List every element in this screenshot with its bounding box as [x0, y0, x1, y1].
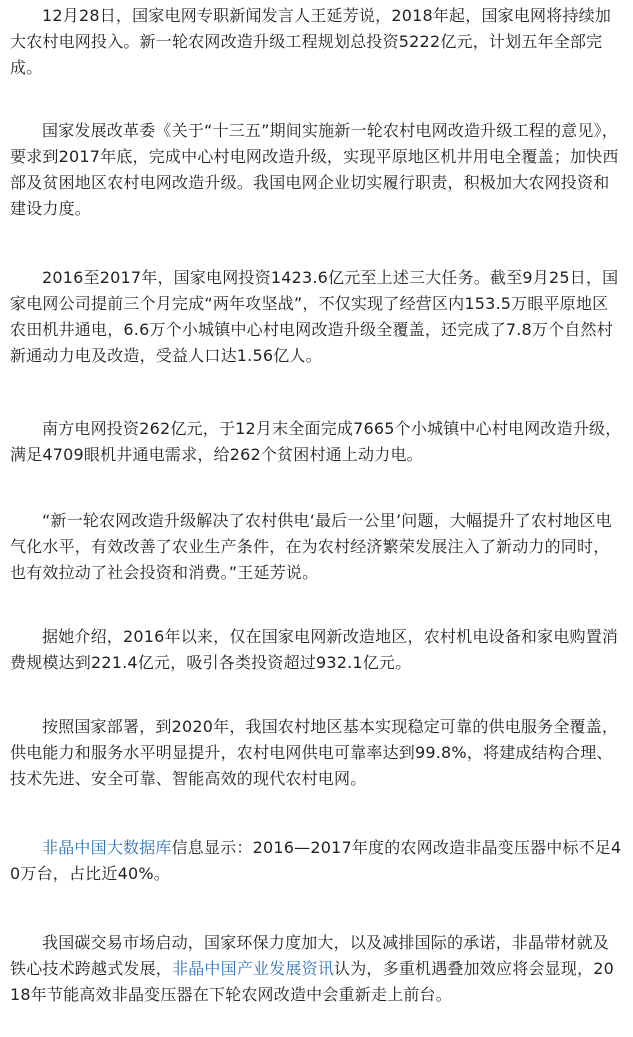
- paragraph-9-text-b: 认为，多重机遇叠加效应将会显现，2018年节能高效非晶变压器在下轮农网改造中会重新走上前台。: [10, 959, 614, 1004]
- paragraph-9-text-a: 我国碳交易市场启动，国家环保力度加大，以及减排国际的承诺，非晶带材就及铁心技术跨越式发展，: [10, 933, 610, 978]
- paragraph-8: [10, 835, 623, 887]
- paragraph-5: “新一轮农网改造升级解决了农村供电‘最后一公里’问题，大幅提升了农村地区电气化水平，有效改善了农业生产条件，在为农村经济繁荣发展注入了新动力的同时，也有效拉动了社会投资和消费。”王延芳说。: [10, 511, 612, 582]
- amorphous-china-industry-news-link[interactable]: 非晶中国产业发展资讯: [172, 959, 335, 978]
- paragraph-8-text: 信息显示：2016—2017年度的农网改造非晶变压器中标不足40万台，占比近40%。: [10, 838, 622, 883]
- paragraph-7: 按照国家部署，到2020年，我国农村地区基本实现稳定可靠的供电服务全覆盖，供电能力和服务水平明显提升，农村电网供电可靠率达到99.8%，将建成结构合理、技术先进、安全可靠、智能高效的现代农村电网。: [10, 717, 619, 788]
- amorphous-china-database-link[interactable]: 非晶中国大数据库: [42, 838, 172, 857]
- paragraph-6: 据她介绍，2016年以来，仅在国家电网新改造地区，农村机电设备和家电购置消费规模达到221.4亿元，吸引各类投资超过932.1亿元。: [10, 627, 619, 672]
- paragraph-1: 12月28日，国家电网专职新闻发言人王延芳说，2018年起，国家电网将持续加大农村电网投入。新一轮农网改造升级工程规划总投资5222亿元，计划五年全部完成。: [10, 6, 612, 77]
- paragraph-9: [10, 930, 623, 1008]
- paragraph-2: 国家发展改革委《关于“十三五”期间实施新一轮农村电网改造升级工程的意见》，要求到2017年底，完成中心村电网改造升级，实现平原地区机井用电全覆盖；加快西部及贫困地区农村电网改造升级。我国电网企业切实履行职责，积极加大农网投资和建设力度。: [10, 121, 619, 218]
- paragraph-4: 南方电网投资262亿元，于12月末全面完成7665个小城镇中心村电网改造升级，满足4709眼机井通电需求，给262个贫困村通上动力电。: [10, 419, 622, 464]
- paragraph-3: 2016至2017年，国家电网投资1423.6亿元至上述三大任务。截至9月25日，国家电网公司提前三个月完成“两年攻坚战”，不仅实现了经营区内153.5万眼平原地区农田机井通电，6.6万个小城镇中心村电网改造升级全覆盖，还完成了7.8万个自然村新通动力电及改造，受益人口达1.56亿人。: [10, 268, 619, 365]
